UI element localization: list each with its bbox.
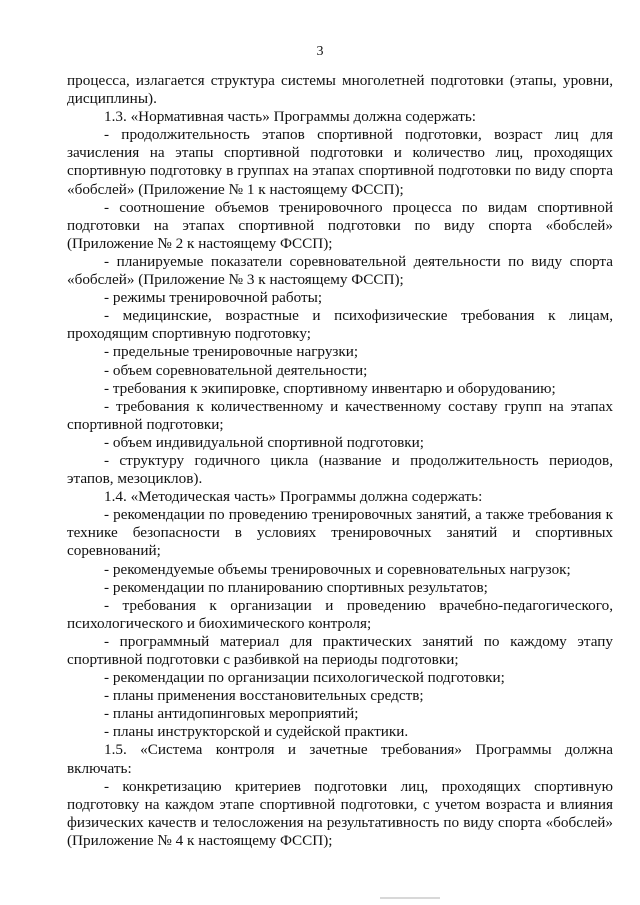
paragraph: - рекомендации по планированию спортивных результатов; bbox=[104, 578, 488, 596]
paragraph: - планы инструкторской и судейской практики. bbox=[104, 723, 409, 741]
paragraph: - объем соревновательной деятельности; bbox=[104, 361, 368, 379]
paragraph: - рекомендуемые объемы тренировочных и соревновательных нагрузок; bbox=[104, 560, 571, 578]
page-number: 3 bbox=[316, 44, 324, 59]
paragraph: - предельные тренировочные нагрузки; bbox=[104, 343, 359, 361]
paragraph: - режимы тренировочной работы; bbox=[104, 289, 323, 307]
paragraph: - рекомендации по проведению тренировочных занятий, а также требования к технике безопасности в условиях тренировочных занятий и спортивных соревнований; bbox=[67, 506, 613, 560]
paragraph: 1.3. «Нормативная часть» Программы должна содержать: bbox=[104, 108, 476, 126]
paragraph: - продолжительность этапов спортивной подготовки, возраст лиц для зачисления на этапы спортивной подготовки и количество лиц, проходящих спортивную подготовку в группах на этапах спортивной подготовки по виду спорта «бобслей» (Приложение № 1 к настоящему ФССП); bbox=[67, 126, 613, 198]
paragraph: - соотношение объемов тренировочного процесса по видам спортивной подготовки на этапах спортивной подготовки по виду спорта «бобслей» (Приложение № 2 к настоящему ФССП); bbox=[67, 198, 613, 252]
paragraph: процесса, излагается структура системы многолетней подготовки (этапы, уровни, дисциплины). bbox=[67, 72, 613, 108]
paragraph: 1.4. «Методическая часть» Программы должна содержать: bbox=[104, 488, 483, 506]
paragraph: - планы применения восстановительных средств; bbox=[104, 687, 424, 705]
paragraph: - структуру годичного цикла (название и продолжительность периодов, этапов, мезоциклов). bbox=[67, 451, 613, 488]
paragraph: - конкретизацию критериев подготовки лиц, проходящих спортивную подготовку на каждом этапе спортивной подготовки, с учетом возраста и влияния физических качеств и телосложения на результативность по виду спорта «бобслей» (Приложение № 4 к настоящему ФССП); bbox=[67, 777, 613, 849]
scan-artifact bbox=[380, 897, 440, 899]
paragraph: - объем индивидуальной спортивной подготовки; bbox=[104, 433, 424, 451]
paragraph: 1.5. «Система контроля и зачетные требования» Программы должна включать: bbox=[67, 741, 613, 777]
paragraph: - рекомендации по организации психологической подготовки; bbox=[104, 669, 505, 687]
paragraph: - требования к экипировке, спортивному инвентарю и оборудованию; bbox=[104, 379, 556, 397]
paragraph: - планируемые показатели соревновательной деятельности по виду спорта «бобслей» (Приложение № 3 к настоящему ФССП); bbox=[67, 252, 613, 289]
paragraph: - медицинские, возрастные и психофизические требования к лицам, проходящим спортивную подготовку; bbox=[67, 307, 613, 343]
paragraph: - требования к количественному и качественному составу групп на этапах спортивной подготовки; bbox=[67, 397, 613, 433]
paragraph: - программный материал для практических занятий по каждому этапу спортивной подготовки с разбивкой на периоды подготовки; bbox=[67, 632, 613, 668]
paragraph: - требования к организации и проведению врачебно-педагогического, психологического и биохимического контроля; bbox=[67, 596, 613, 632]
paragraph: - планы антидопинговых мероприятий; bbox=[104, 705, 359, 723]
document-body bbox=[67, 72, 613, 850]
